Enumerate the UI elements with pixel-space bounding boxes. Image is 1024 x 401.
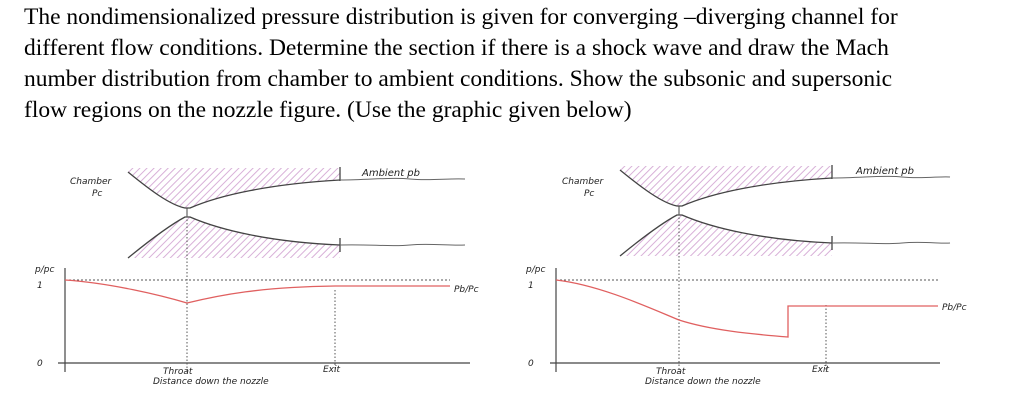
x-axis-label: Distance down the nozzle	[645, 377, 761, 387]
y-tick-one: 1	[528, 281, 534, 291]
exit-label: Exit	[812, 365, 830, 375]
nozzle-lower-wall	[128, 217, 340, 258]
chamber-label: Chamber	[70, 177, 112, 187]
y-axis-label: p/pc	[526, 265, 546, 275]
pressure-curve	[65, 280, 450, 303]
nozzle-lower-wall	[620, 215, 832, 256]
nozzle-figure-left	[30, 150, 520, 400]
ambient-label: Ambient pb	[856, 166, 914, 177]
nozzle-figure-left-svg	[30, 150, 520, 400]
ratio-label: Pb/Pc	[942, 303, 967, 313]
throat-label: Throat	[163, 367, 193, 377]
y-axis-label: p/pc	[35, 265, 55, 275]
problem-line-2: different flow conditions. Determine the section if there is a shock wave and draw the Mach	[24, 35, 889, 61]
nozzle-upper-wall	[128, 168, 340, 208]
x-axis-label: Distance down the nozzle	[153, 377, 269, 387]
chamber-symbol: Pc	[92, 189, 103, 199]
y-tick-zero: 0	[37, 359, 43, 369]
ambient-label: Ambient pb	[362, 168, 420, 179]
y-tick-one: 1	[37, 281, 43, 291]
problem-line-1: The nondimensionalized pressure distribution is given for converging –diverging channel for	[24, 4, 898, 30]
nozzle-figure-right	[520, 150, 1010, 400]
pressure-curve	[556, 280, 938, 337]
problem-line-3: number distribution from chamber to ambient conditions. Show the subsonic and supersonic	[24, 66, 893, 92]
throat-label: Throat	[656, 367, 686, 377]
ratio-label: Pb/Pc	[454, 285, 479, 295]
exit-label: Exit	[323, 365, 341, 375]
chamber-symbol: Pc	[584, 189, 595, 199]
problem-line-4: flow regions on the nozzle figure. (Use the graphic given below)	[24, 97, 632, 123]
y-tick-zero: 0	[528, 359, 534, 369]
nozzle-figure-right-svg	[520, 150, 1010, 400]
nozzle-upper-wall	[620, 166, 832, 206]
problem-statement	[24, 2, 1014, 126]
chamber-label: Chamber	[562, 177, 604, 187]
